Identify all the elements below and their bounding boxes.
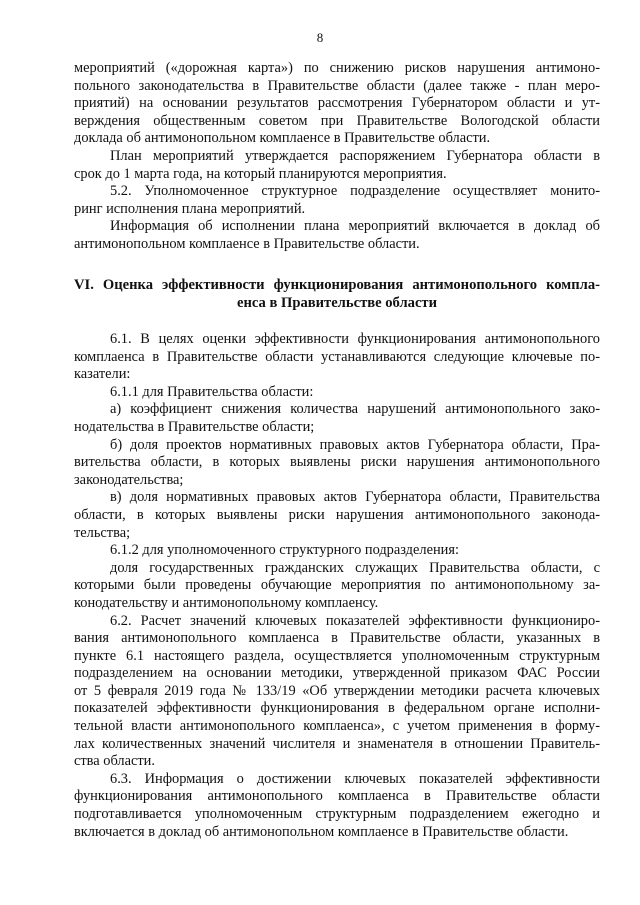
text-line: пункте 6.1 настоящего раздела, осуществляется уполномоченным структурным xyxy=(74,647,600,664)
text-line: 6.1.2 для уполномоченного структурного подразделения: xyxy=(110,542,459,559)
text-line: которыми были проведены обучающие мероприятия по антимонопольному за- xyxy=(74,577,600,594)
heading-line: енса в Правительстве области xyxy=(236,295,438,311)
text-line: вания антимонопольного комплаенса в Правительстве области, указанных в xyxy=(74,630,600,647)
text-line: б) доля проектов нормативных правовых актов Губернатора области, Пра- xyxy=(110,436,600,453)
text-line: Информация об исполнении плана мероприятий включается в доклад об xyxy=(110,218,600,235)
body-section-5 xyxy=(74,60,600,254)
text-line: функционирования антимонопольного комплаенса в Правительстве области xyxy=(74,788,600,805)
heading-line: VI. Оценка эффективности функционирования антимонопольного компла- xyxy=(74,277,600,293)
text-line: 6.1. В целях оценки эффективности функционирования антимонопольного xyxy=(110,331,600,347)
text-line: ства области. xyxy=(74,753,155,770)
section-heading xyxy=(74,276,600,312)
text-line: приятий) на основании результатов рассмотрения Губернатором области и ут- xyxy=(74,95,600,112)
text-line: доклада об антимонопольном комплаенсе в Правительстве области. xyxy=(74,130,491,147)
text-line: 6.1.1 для Правительства области: xyxy=(110,383,314,400)
text-line: подготавливается уполномоченным структурным подразделением ежегодно и xyxy=(74,806,600,823)
text-line: а) коэффициент снижения количества нарушений антимонопольного зако- xyxy=(110,401,600,418)
text-line: 6.2. Расчет значений ключевых показателей эффективности функциониро- xyxy=(110,612,600,629)
text-line: показателей эффективности функционирования в федеральном органе исполни- xyxy=(74,700,600,717)
text-line: План мероприятий утверждается распоряжением Губернатора области в xyxy=(110,147,600,164)
text-line: тельства; xyxy=(74,524,131,541)
text-line: комплаенса в Правительстве области устанавливаются следующие ключевые по- xyxy=(74,348,600,365)
text-line: подразделением на основании методики, утвержденной приказом ФАС России xyxy=(74,665,600,682)
text-line: в) доля нормативных правовых актов Губернатора области, Правительства xyxy=(110,489,600,506)
text-line: тельной власти антимонопольного комплаенса», с учетом применения в форму- xyxy=(74,718,600,735)
page-number: 8 xyxy=(316,30,324,45)
text-line: польного законодательства в Правительстве области (далее также - план меро- xyxy=(74,77,600,94)
text-line: 5.2. Уполномоченное структурное подразделение осуществляет монито- xyxy=(110,183,600,200)
body-section-6 xyxy=(74,331,600,841)
text-line: ринг исполнения плана мероприятий. xyxy=(74,200,306,217)
text-line: мероприятий («дорожная карта») по снижению рисков нарушения антимоно- xyxy=(74,60,600,76)
text-line: от 5 февраля 2019 года № 133/19 «Об утверждении методики расчета ключевых xyxy=(74,682,600,699)
text-line: антимонопольном комплаенсе в Правительстве области. xyxy=(74,235,420,252)
text-line: казатели: xyxy=(74,366,131,383)
text-line: 6.3. Информация о достижении ключевых показателей эффективности xyxy=(110,770,600,787)
text-line: срок до 1 марта года, на который планируются мероприятия. xyxy=(74,165,447,182)
text-line: доля государственных гражданских служащих Правительства области, с xyxy=(110,559,600,576)
text-line: законодательства; xyxy=(74,471,184,488)
text-line: конодательству и антимонопольному комплаенсу. xyxy=(74,594,379,611)
text-line: включается в доклад об антимонопольном комплаенсе в Правительстве области. xyxy=(74,823,569,840)
text-line: верждения общественным советом при Правительстве Вологодской области xyxy=(74,112,600,129)
text-line: вительства области, в которых выявлены риски нарушения антимонопольного xyxy=(74,454,600,471)
text-line: лах количественных значений числителя и знаменателя в отношении Правитель- xyxy=(74,735,600,752)
text-line: области, в которых выявлены риски нарушения антимонопольного законода- xyxy=(74,506,600,523)
text-line: нодательства в Правительстве области; xyxy=(74,418,315,435)
